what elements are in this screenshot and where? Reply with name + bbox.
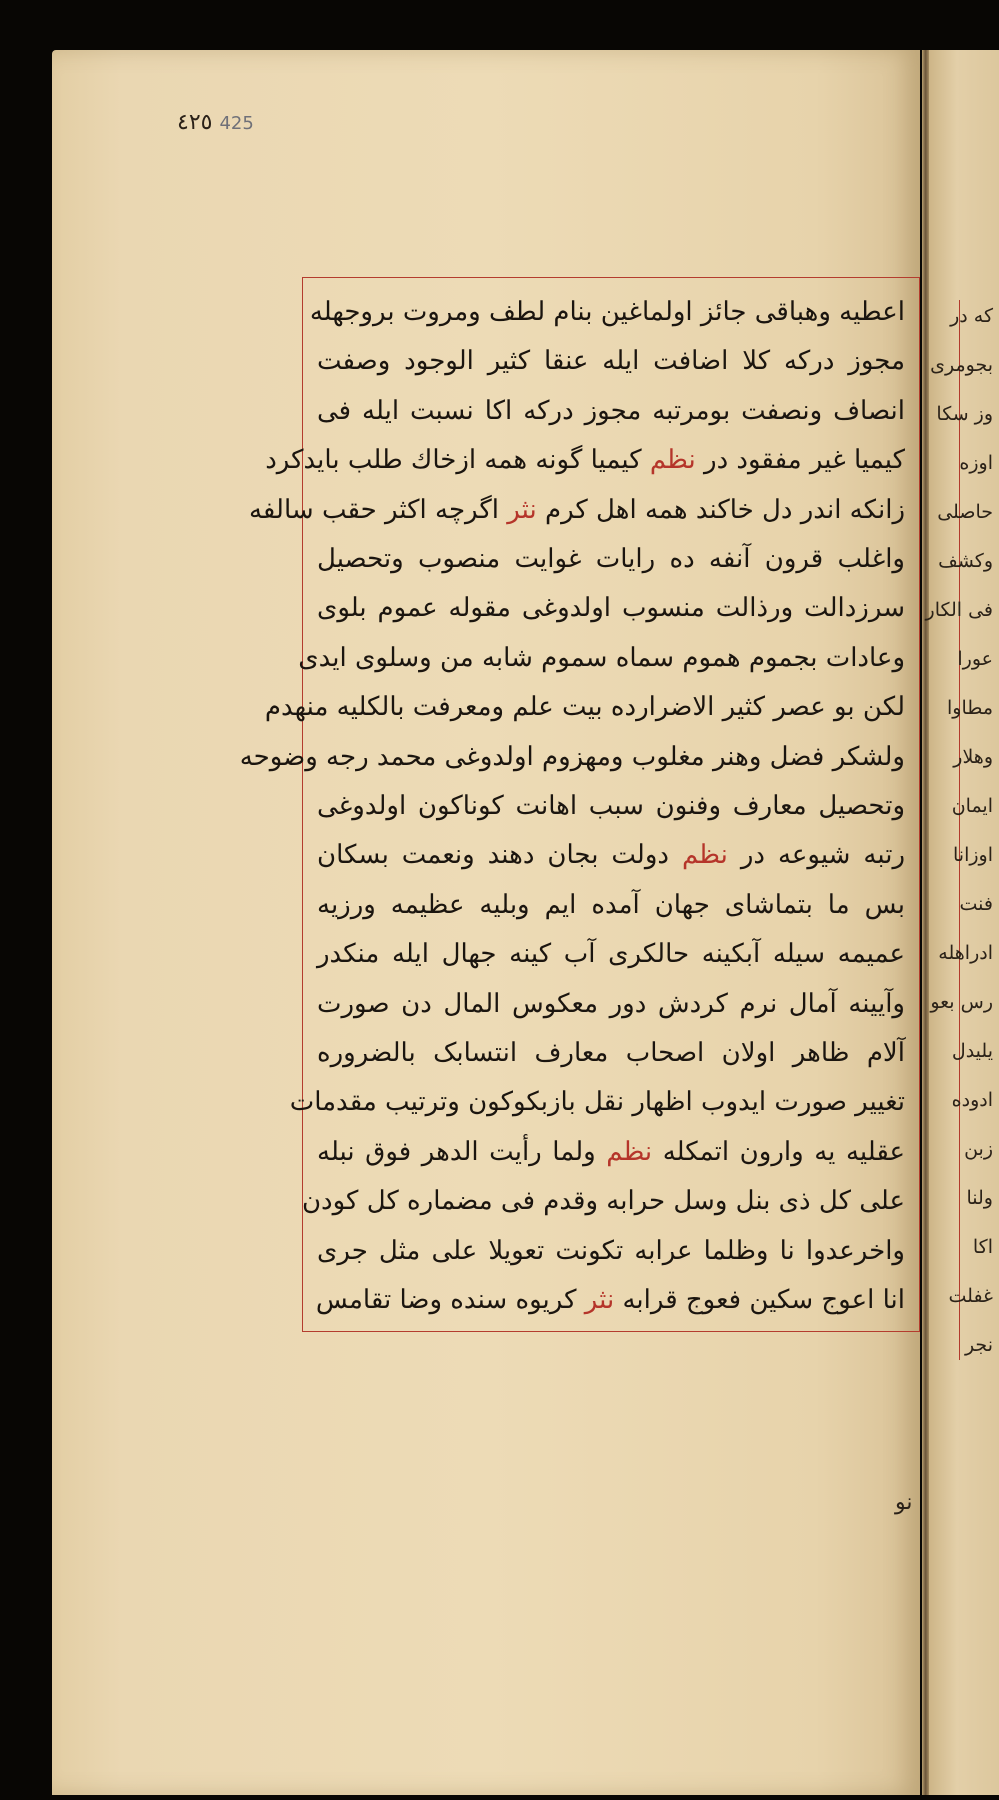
adjacent-page-fragment: اوزه: [959, 452, 993, 474]
adjacent-page-fragment: وز سکا: [936, 403, 993, 425]
text-line: [317, 1130, 905, 1174]
adjacent-page-fragment: ایمان: [951, 795, 993, 817]
catchword: نو: [895, 1490, 913, 1515]
adjacent-page-fragment: نجر: [964, 1334, 993, 1356]
text-segment: عمیمه سیله آبکینه حالکری آب کینه جهال ایله منکدر: [317, 939, 905, 970]
text-segment: واخرعدوا نا وظلما عرابه: [634, 1235, 905, 1266]
text-segment: ولما رأیت الدهر فوق نبله: [317, 1136, 596, 1167]
text-segment: زانکه اندر دل خاکند همه اهل کرم: [544, 494, 905, 525]
adjacent-page-fragment: یلیدل: [951, 1040, 993, 1062]
text-line: [248, 488, 905, 532]
text-line: [317, 883, 905, 927]
text-line: [317, 1229, 905, 1273]
text-segment: کیمیا گونه همه ازخاك طلب بایدکرد: [265, 445, 642, 476]
text-line: [309, 290, 905, 334]
text-line: [317, 982, 905, 1026]
text-segment: علی کل ذی بنل وسل حرابه: [606, 1186, 905, 1217]
text-segment: وتحصیل معارف وفنون سبب اهانت کوناکون اولدوغی: [317, 791, 905, 821]
text-line: [265, 438, 905, 482]
adjacent-page-fragment: ادراهله: [938, 942, 993, 964]
text-frame: [239, 277, 920, 1332]
adjacent-page-fragment: وکشف: [938, 550, 993, 572]
text-segment: اعطیه وهباقی جائز اولماغین بنام لطف ومروت بروجهله: [309, 297, 905, 327]
manuscript-page: [52, 50, 993, 1795]
text-line: [317, 1278, 905, 1322]
text-line: [264, 685, 905, 729]
text-segment: انصاف ونصفت بومرتبه مجوز درکه اکا نسبت ایله فی: [317, 395, 905, 426]
adjacent-page-fragment: عورا: [957, 648, 993, 670]
text-segment: واغلب قرون آنفه ده رایات غوایت منصوب وتحصیل: [317, 544, 905, 574]
adjacent-page-fragment: غفلت: [948, 1285, 993, 1307]
text-line: [317, 932, 905, 976]
rubric-heading: نظم: [681, 840, 728, 871]
text-segment: کیمیا غیر مفقود در: [704, 445, 905, 476]
rubric-heading: نثر: [507, 494, 537, 525]
folio-number: [177, 110, 254, 135]
adjacent-page-fragment: فی الکار: [925, 599, 993, 621]
adjacent-page-fragment: اکا: [972, 1236, 993, 1258]
adjacent-page-fragment: وهلار: [953, 746, 993, 768]
text-segment: مجوز درکه کلا اضافت ایله عنقا کثیر الوجود وصفت: [317, 346, 905, 377]
text-line: [317, 389, 905, 433]
text-segment: تغییر صورت ایدوب اظهار نقل بازبکوکون وترتیب مقدمات: [289, 1087, 905, 1118]
text-segment: تکونت تعویلا علی مثل جری: [317, 1235, 624, 1266]
rubric-heading: نثر: [584, 1285, 615, 1315]
text-segment: اگرچه اکثر حقب سالفه: [248, 494, 499, 525]
text-segment: عقلیه یه وارون اتمکله: [662, 1136, 906, 1167]
text-segment: ولشکر فضل وهنر مغلوب ومهزوم اولدوغی محمد رجه وضوحه: [239, 741, 905, 772]
text-segment: سرزدالت ورذالت منسوب اولدوغی مقوله عموم بلوی: [317, 593, 905, 624]
text-segment: لکن بو عصر کثیر الاضرارده بیت علم ومعرفت بالکلیه منهدم: [264, 692, 905, 723]
text-segment: کریوه سنده وضا تقامس: [315, 1285, 577, 1315]
text-segment: وقدم فی مضماره کل کودن: [301, 1186, 598, 1217]
text-segment: بس ما بتماشای جهان آمده ایم: [544, 889, 906, 920]
adjacent-page-fragment: زبن: [964, 1138, 993, 1160]
rubric-heading: نظم: [649, 445, 696, 476]
text-line: [298, 636, 905, 680]
folio-pencil-number: 425: [219, 113, 254, 134]
text-line: [289, 1080, 905, 1124]
text-segment: وعادات بجموم هموم سماه سموم شابه من وسلوی ایدی: [298, 642, 905, 673]
adjacent-page-fragment: حاصلی: [937, 501, 993, 523]
binding-gutter: [922, 50, 929, 1795]
text-line: [317, 784, 905, 828]
text-line: [317, 833, 905, 877]
text-block: [239, 278, 919, 1331]
text-line: [317, 586, 905, 630]
folio-arabic-numeral: ٤٢٥: [177, 110, 213, 135]
text-line: [301, 1179, 905, 1223]
text-segment: انا اعوج سکین فعوج قرابه: [622, 1285, 905, 1315]
adjacent-page-fragment: بجومری: [930, 354, 993, 376]
text-line: [239, 735, 905, 779]
adjacent-page-fragment: اوزانا: [953, 844, 993, 866]
text-segment: آلام ظاهر اولان اصحاب معارف انتسابک بالضروره: [317, 1038, 905, 1068]
rubric-heading: نظم: [606, 1136, 653, 1167]
adjacent-page-fragment: که در: [950, 305, 993, 327]
text-segment: وآیینه آمال نرم کردش دور معکوس المال دن صورت: [317, 988, 905, 1019]
text-segment: وبلیه عظیمه ورزیه: [317, 889, 530, 920]
adjacent-page-fragment: مطاوا: [946, 697, 993, 719]
text-line: [317, 537, 905, 581]
adjacent-page-fragment: فنت: [959, 893, 993, 915]
adjacent-page-fragment: رس بعو: [930, 991, 993, 1013]
adjacent-page-edge: [925, 50, 999, 1795]
adjacent-page-fragment: ولنا: [966, 1187, 993, 1209]
text-line: [317, 1031, 905, 1075]
text-segment: رتبه شیوعه در: [740, 840, 906, 871]
adjacent-page-fragment: ادوده: [951, 1089, 993, 1111]
text-line: [317, 339, 905, 383]
text-segment: دولت بجان دهند ونعمت بسکان: [317, 840, 669, 871]
